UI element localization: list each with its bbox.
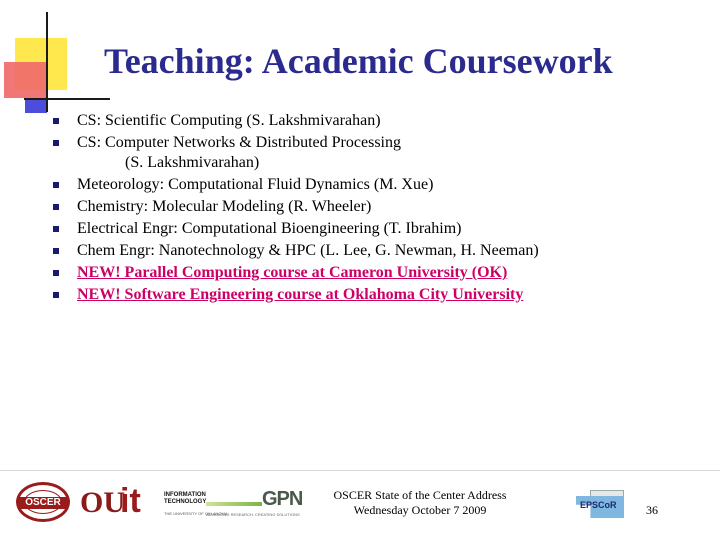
bullet-list: [50, 111, 710, 307]
footer-caption: [330, 488, 510, 518]
it-logo: [120, 482, 228, 524]
footer-line1: OSCER State of the Center Address: [333, 488, 507, 502]
it-logo-sub: THE UNIVERSITY OF OKLAHOMA: [164, 511, 228, 516]
footer-divider: [0, 470, 720, 471]
bullet-item: [50, 241, 710, 261]
bullet-item: [50, 219, 710, 239]
bullet-continuation: (S. Lakshmivarahan): [125, 154, 260, 171]
bullet-text: CS: Scientific Computing (S. Lakshmivarahan): [77, 112, 381, 129]
it-line2: TECHNOLOGY: [164, 499, 207, 505]
slide-title: Teaching: Academic Coursework: [104, 41, 613, 81]
bullet-link-okcu[interactable]: [50, 285, 710, 305]
it-line1: INFORMATION: [164, 492, 206, 498]
bullet-item: [50, 111, 710, 131]
gpn-logo-mark: GPN: [262, 488, 303, 510]
bullet-link-cameron[interactable]: [50, 263, 710, 283]
oscer-seal-logo: [16, 482, 70, 522]
gpn-logo: [206, 484, 316, 524]
bullet-link-text[interactable]: NEW! Parallel Computing course at Cameron University (OK): [77, 264, 508, 281]
it-logo-words: [164, 492, 206, 506]
oscer-logo-text: OSCER: [19, 497, 67, 509]
epscor-logo-text: EPSCoR: [580, 500, 617, 510]
decor-vertical-line: [46, 12, 48, 112]
bullet-item: [50, 175, 710, 195]
bullet-text: Chem Engr: Nanotechnology & HPC (L. Lee, G. Newman, H. Neeman): [77, 242, 539, 259]
page-number: 36: [646, 503, 658, 517]
bullet-item: [50, 197, 710, 217]
bullet-text: Meteorology: Computational Fluid Dynamics (M. Xue): [77, 176, 434, 193]
bullet-item: [50, 133, 710, 173]
decor-blue-square: [25, 98, 47, 113]
decor-horizontal-line: [24, 98, 110, 100]
gpn-swoosh: [206, 502, 262, 506]
bullet-text: Electrical Engr: Computational Bioengineering (T. Ibrahim): [77, 220, 462, 237]
gpn-logo-tagline: ADVANCING RESEARCH. CREATING SOLUTIONS: [206, 512, 300, 517]
ou-logo: OU: [80, 486, 125, 519]
footer-line2: Wednesday October 7 2009: [353, 503, 487, 517]
bullet-link-text[interactable]: NEW! Software Engineering course at Oklahoma City University: [77, 286, 524, 303]
bullet-text: Chemistry: Molecular Modeling (R. Wheeler): [77, 198, 372, 215]
bullet-text: CS: Computer Networks & Distributed Processing: [77, 134, 401, 151]
epscor-logo: [576, 490, 626, 520]
it-logo-mark: it: [120, 482, 141, 520]
decor-red-square: [4, 62, 48, 98]
